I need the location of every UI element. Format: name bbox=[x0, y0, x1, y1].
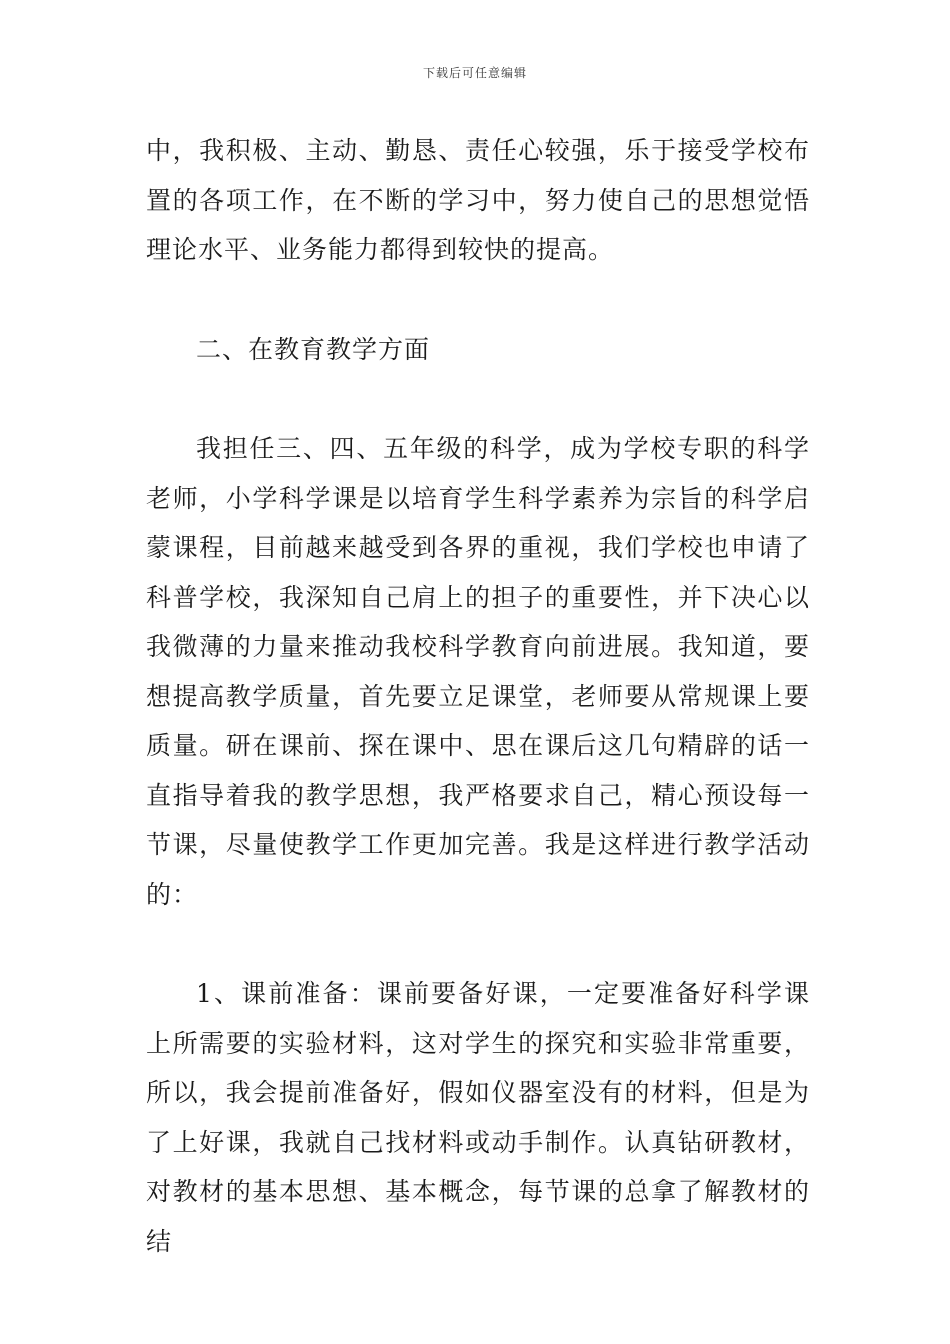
paragraph-gap bbox=[146, 275, 810, 325]
document-body bbox=[146, 126, 810, 1266]
paragraph-gap bbox=[146, 919, 810, 969]
paragraph-gap bbox=[146, 374, 810, 424]
paragraph-teaching: 我担任三、四、五年级的科学，成为学校专职的科学老师，小学科学课是以培育学生科学素养为宗旨的科学启蒙课程，目前越来越受到各界的重视，我们学校也申请了科普学校，我深知自己肩上的担子的重要性，并下决心以我微薄的力量来推动我校科学教育向前进展。我知道，要想提高教学质量，首先要立足课堂，老师要从常规课上要质量。研在课前、探在课中、思在课后这几句精辟的话一直指导着我的教学思想，我严格要求自己，精心预设每一节课，尽量使教学工作更加完善。我是这样进行教学活动的： bbox=[146, 434, 810, 909]
section-heading: 二、在教育教学方面 bbox=[196, 334, 431, 364]
page-header: 下载后可任意编辑 bbox=[422, 66, 527, 80]
paragraph-preparation: 1、课前准备：课前要备好课，一定要准备好科学课上所需要的实验材料，这对学生的探究和实验非常重要，所以，我会提前准备好，假如仪器室没有的材料，但是为了上好课，我就自己找材料或动手制作。认真钻研教材，对教材的基本思想、基本概念，每节课的总拿了解教材的结 bbox=[146, 979, 810, 1256]
paragraph-continuation: 中，我积极、主动、勤恳、责任心较强，乐于接受学校布置的各项工作，在不断的学习中，努力使自己的思想觉悟理论水平、业务能力都得到较快的提高。 bbox=[146, 136, 810, 264]
